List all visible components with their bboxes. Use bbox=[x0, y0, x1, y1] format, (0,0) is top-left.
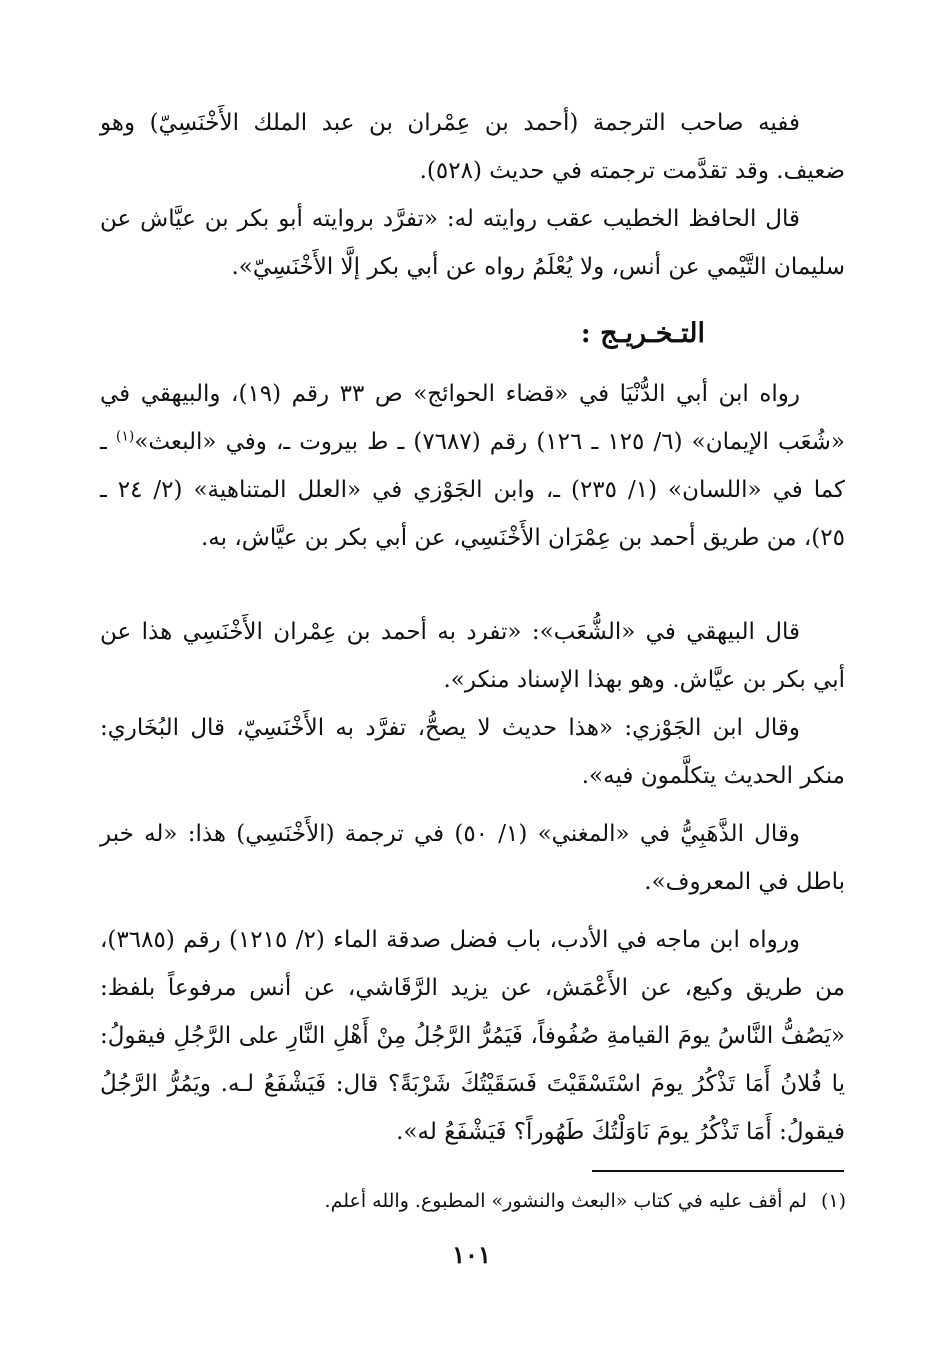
takhrij-text-part-1: رواه ابن أبي الدُّنْيَا في «قضاء الحوائج» ص ٣٣ رقم (١٩)، والبيهقي في «شُعَب الإيمان» (٦/ ١٢٥ ـ ١٢٦) رقم (٧٦٨٧) ـ ط بيروت ـ، وفي «البعث» bbox=[100, 381, 845, 455]
paragraph-bayhaqi-comment: قال البيهقي في «الشُّعَب»: «تفرد به أحمد بن عِمْران الأَخْنَسِي هذا عن أبي بكر بن عيَّاش. وهو بهذا الإسناد منكر». bbox=[100, 619, 845, 693]
paragraph-dhahabi-comment: وقال الذَّهَبِيُّ في «المغني» (١/ ٥٠) في ترجمة (الأَخْنَسِي) هذا: «له خبر باطل في المعروف». bbox=[100, 821, 845, 895]
footnote-separator bbox=[592, 1170, 844, 1172]
section-heading-takhrij: التـخـريـج : bbox=[580, 318, 705, 349]
page-number: ١٠١ bbox=[452, 1240, 491, 1269]
paragraph-khatib-comment: قال الحافظ الخطيب عقب روايته له: «تفرَّد بروايته أبو بكر بن عيَّاش عن سليمان التَّيْمي عن أنس، ولا يُعْلَمُ رواه عن أبي بكر إلَّا الأَخْنَسِيّ». bbox=[100, 206, 845, 280]
paragraph-narrator-weakness: ففيه صاحب الترجمة (أحمد بن عِمْران بن عبد الملك الأَخْنَسِيّ) وهو ضعيف. وقد تقدَّمت ترجمته في حديث (٥٢٨). bbox=[100, 110, 845, 184]
footnote-text: لم أقف عليه في كتاب «البعث والنشور» المطبوع. والله أعلم. bbox=[324, 1190, 807, 1212]
footnote-number: (١) bbox=[820, 1190, 846, 1212]
footnote-reference: (١) bbox=[115, 428, 135, 445]
takhrij-text-part-2: ـ كما في «اللسان» (١/ ٢٣٥) ـ، وابن الجَوْزي في «العلل المتناهية» (٢/ ٢٤ ـ ٢٥)، من طريق أحمد بن عِمْرَان الأَخْنَسِي، عن أبي بكر بن عيَّاش، به. bbox=[100, 429, 846, 551]
footnote bbox=[101, 1186, 846, 1216]
paragraph-ibn-jawzi-comment: وقال ابن الجَوْزي: «هذا حديث لا يصحُّ، تفرَّد به الأَخْنَسِيّ، قال البُخَاري: منكر الحديث يتكلَّمون فيه». bbox=[100, 715, 845, 789]
paragraph-ibn-majah-narration: ورواه ابن ماجه في الأدب، باب فضل صدقة الماء (٢/ ١٢١٥) رقم (٣٦٨٥)، من طريق وكيع، عن الأَعْمَش، عن يزيد الرَّقَاشي، عن أنس مرفوعاً بلفظ: «يَصُفُّ النَّاسُ يومَ القيامةِ صُفُوفاً، فَيَمُرُّ الرَّجُلُ مِنْ أَهْلِ النَّارِ على الرَّجُلِ فيقولُ: يا فُلانُ أَمَا تَذْكُرُ يومَ اسْتَسْقَيْتَ فَسَقَيْتُكَ شَرْبَةً؟ قال: فَيَشْفَعُ لـه. ويَمُرُّ الرَّجُلُ فيقولُ: أَمَا تَذْكُرُ يومَ نَاوَلْتُكَ طَهُوراً؟ فَيَشْفَعُ له». bbox=[100, 927, 845, 1145]
paragraph-takhrij-sources bbox=[100, 370, 845, 562]
